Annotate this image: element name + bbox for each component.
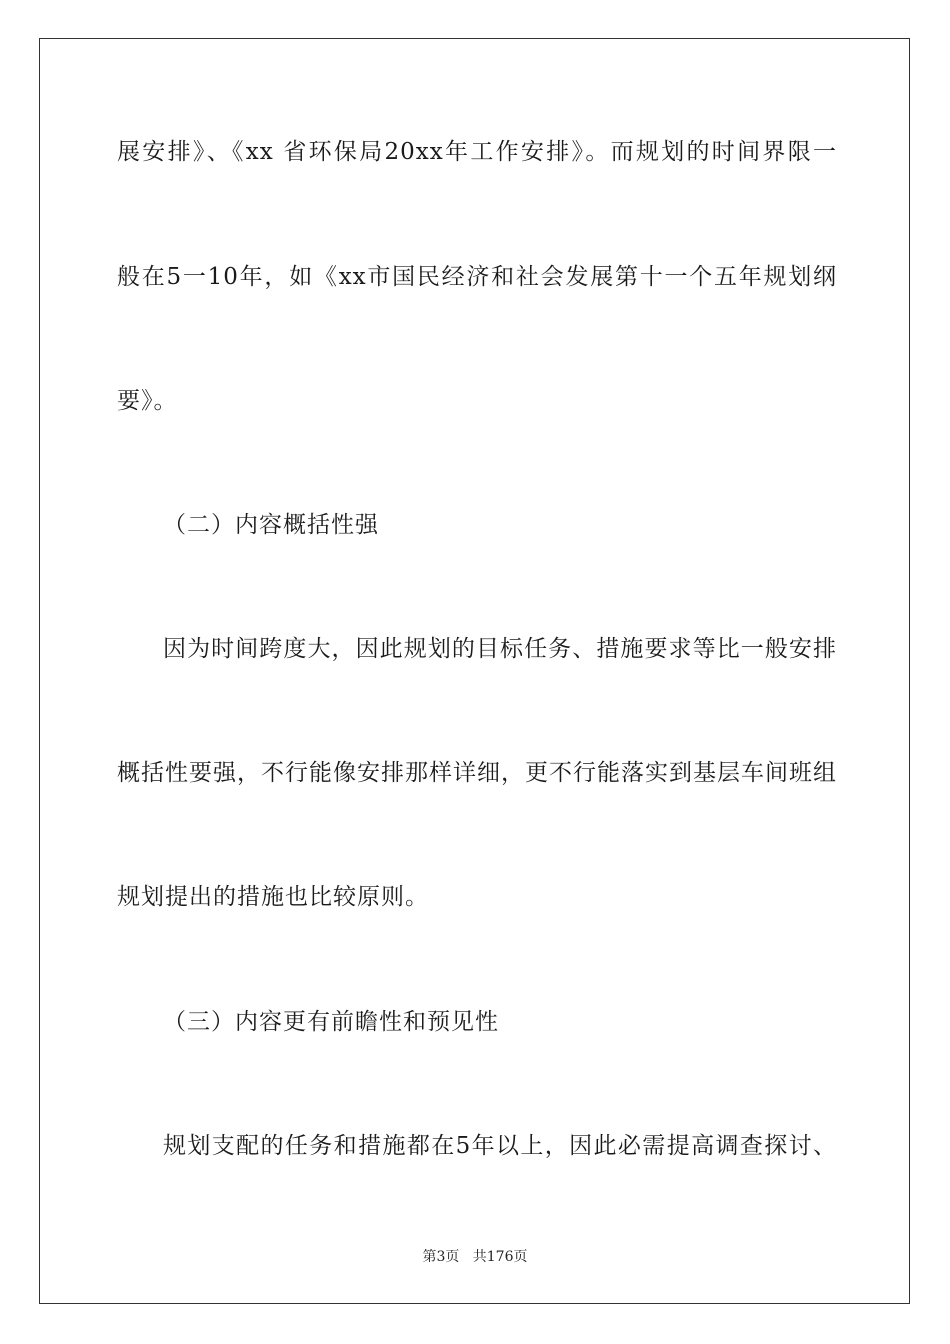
section-heading-3: （三）内容更有前瞻性和预见性: [163, 1009, 499, 1035]
page-border: [39, 38, 910, 1304]
body-line-5: 因为时间跨度大，因此规划的目标任务、措施要求等比一般安排: [163, 636, 837, 662]
body-line-9: 规划支配的任务和措施都在5年以上，因此必需提高调查探讨、: [163, 1133, 837, 1159]
section-heading-2: （二）内容概括性强: [163, 512, 379, 538]
page-footer: [0, 1248, 950, 1266]
page-total: 共176页: [472, 1249, 528, 1265]
body-line-1: 展安排》、《xx 省环保局20xx年工作安排》。而规划的时间界限一: [117, 139, 837, 165]
page-number: 第3页: [422, 1249, 460, 1265]
body-line-7: 规划提出的措施也比较原则。: [117, 884, 429, 910]
body-line-3: 要》。: [117, 388, 178, 414]
body-line-2: 般在5一10年，如《xx市国民经济和社会发展第十一个五年规划纲: [117, 264, 837, 290]
body-line-6: 概括性要强，不行能像安排那样详细，更不行能落实到基层车间班组: [117, 760, 837, 786]
